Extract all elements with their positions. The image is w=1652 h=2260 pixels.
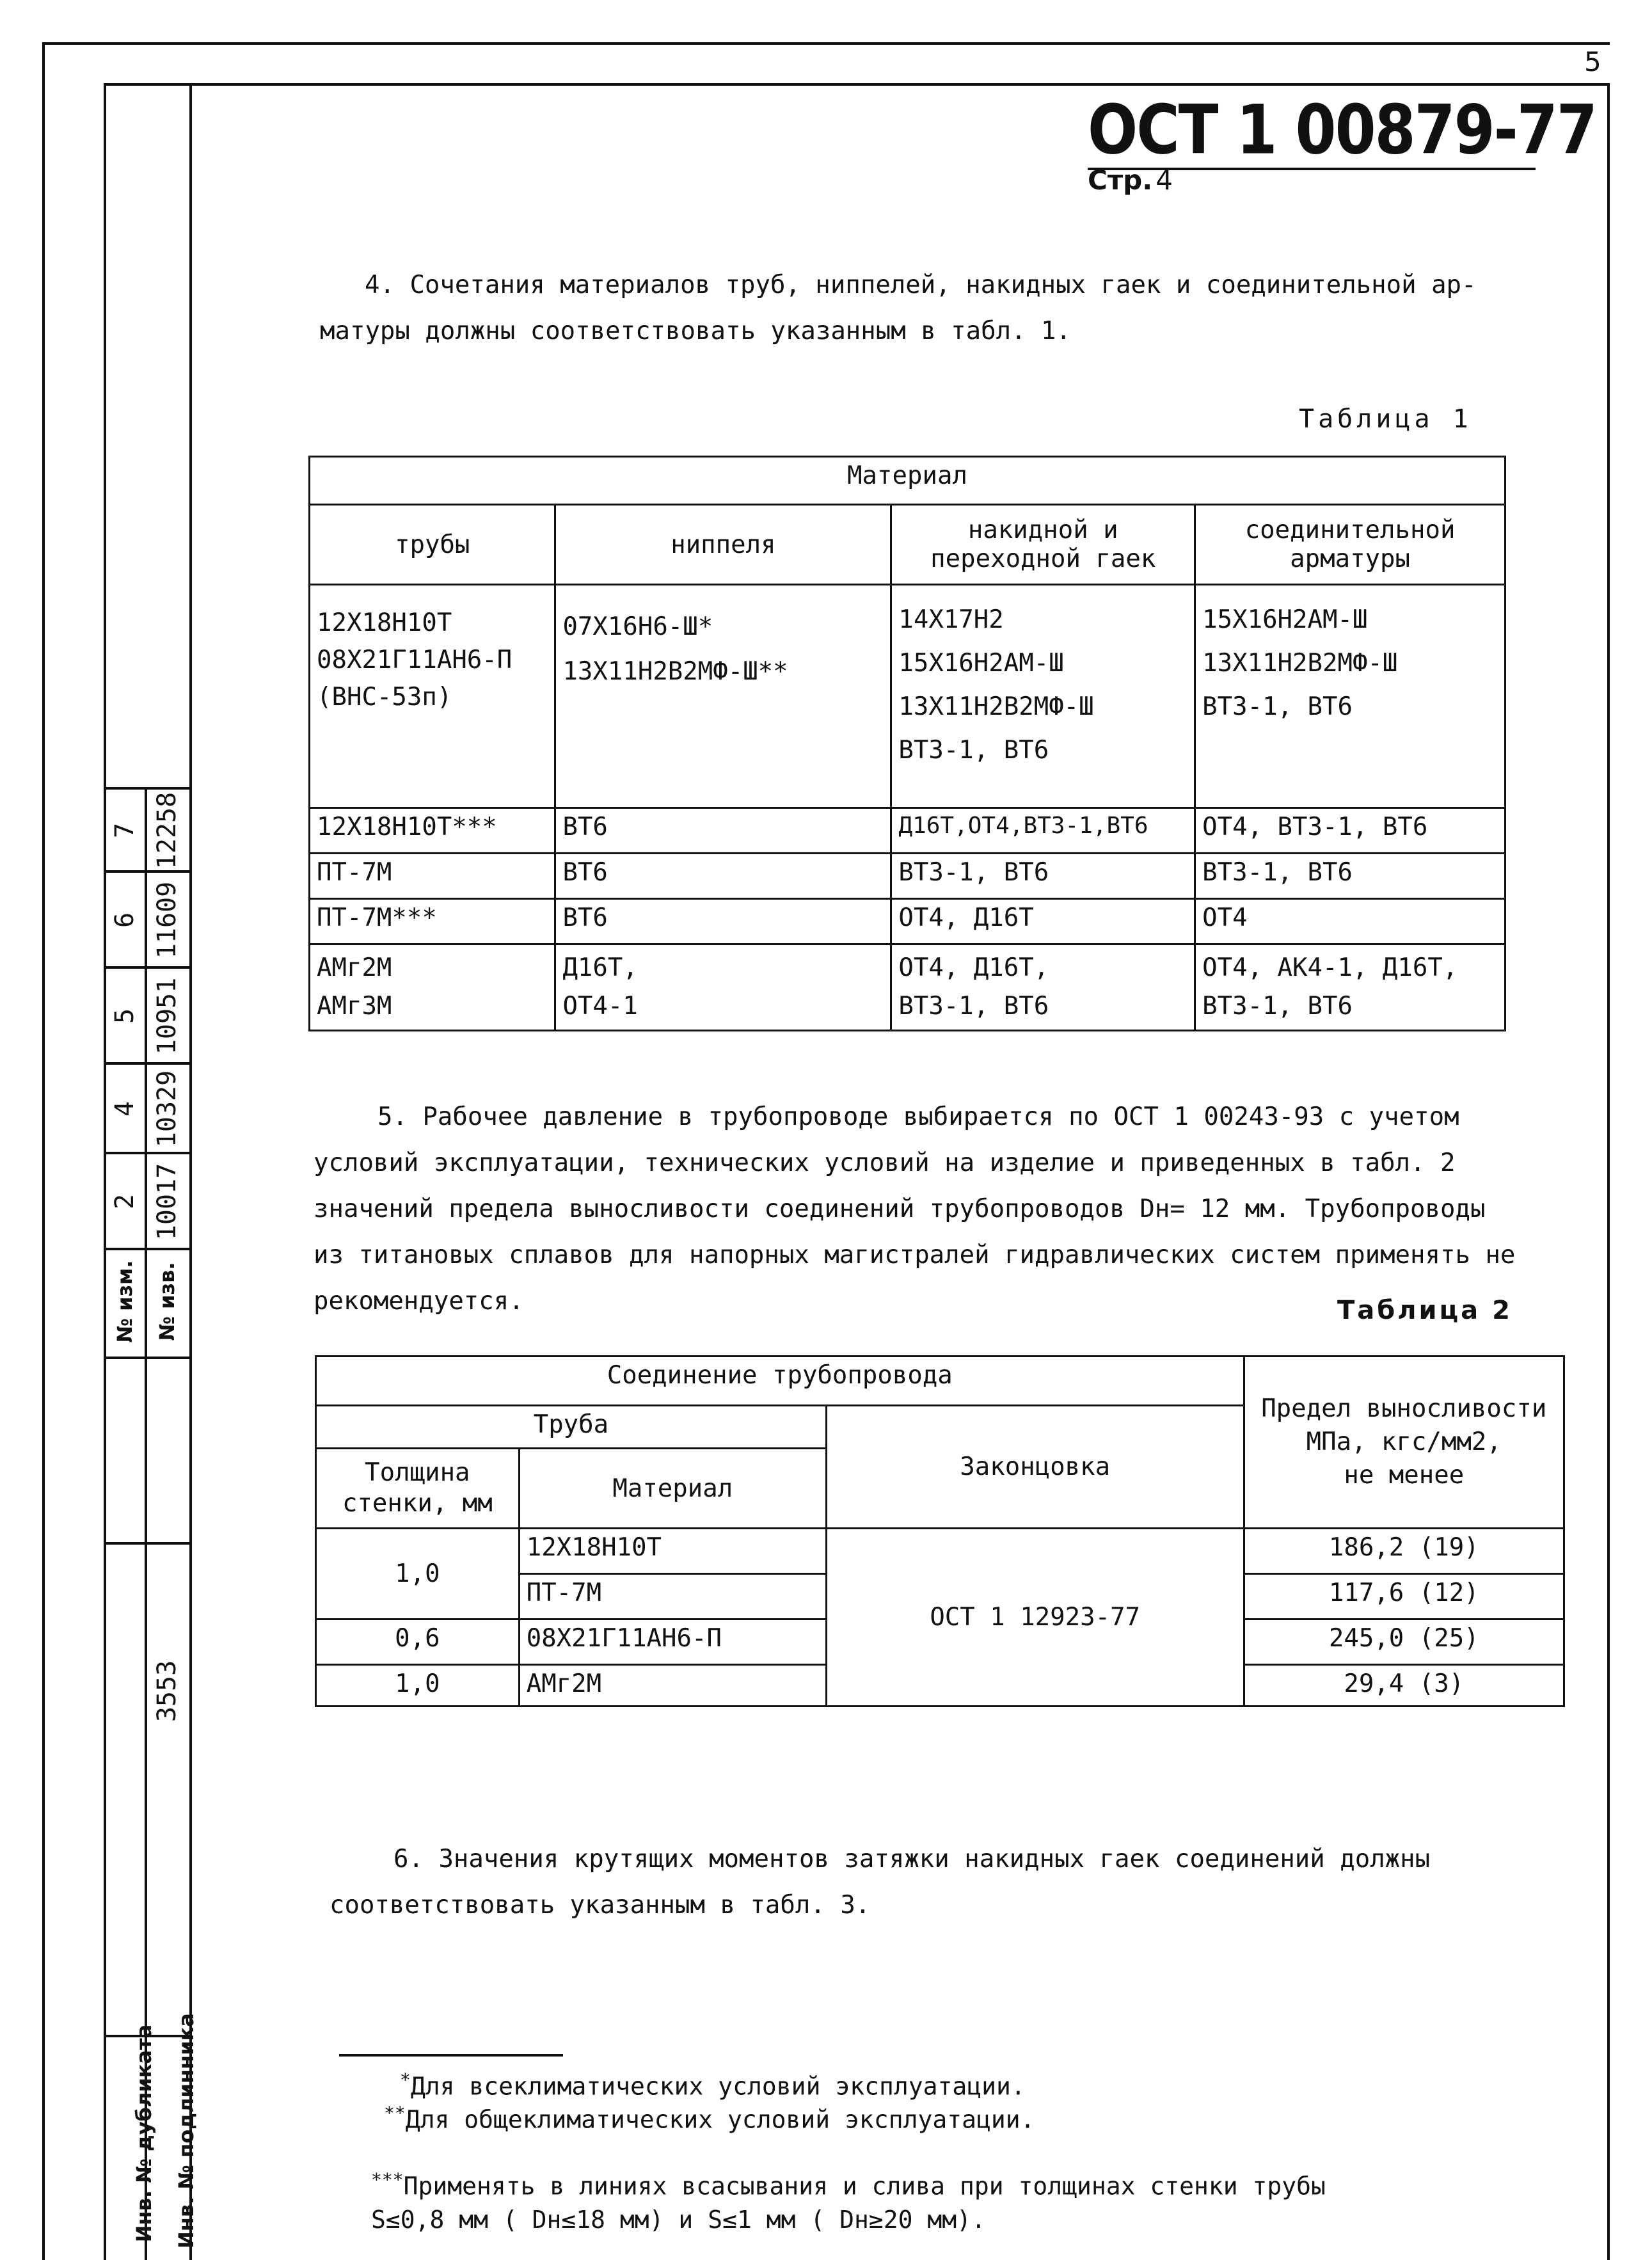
doc-code: ОСТ 1 00879-77	[1088, 90, 1596, 170]
table-cell: 0,6	[316, 1619, 520, 1665]
table-cell: Д16Т,ОТ4,ВТ3-1,ВТ6	[891, 808, 1195, 854]
inner-top-border	[104, 83, 1610, 86]
table-row	[310, 854, 1505, 899]
izv-number-10329: 10329	[152, 1070, 182, 1148]
table-cell: ВТ6	[555, 854, 891, 899]
table1-group-header: Материал	[310, 457, 1505, 505]
paragraph-4: 4. Сочетания материалов труб, ниппелей, накидных гаек и соединительной ар- матуры должны соответствовать указанным в табл. 1.	[320, 271, 1477, 346]
table-cell: 1,0	[316, 1665, 520, 1707]
frame-right-border	[1607, 83, 1610, 2260]
table-cell: ПТ-7М	[310, 854, 555, 899]
page-label: Стр.	[1088, 164, 1153, 196]
footnote-text: Применять в линиях всасывания и слива при толщинах стенки трубы S≤0,8 мм ( Dн≤18 мм) и S≤1 мм ( Dн≥20 мм).	[371, 2172, 1326, 2234]
table-cell: АМг2М АМг3М	[310, 944, 555, 1031]
table2-header-material: Материал	[519, 1449, 826, 1529]
table2-header-end: Законцовка	[826, 1406, 1244, 1529]
table1-header-cell: соединительной арматуры	[1195, 505, 1505, 585]
table-cell: 1,0	[316, 1529, 520, 1619]
table-cell: ОТ4, Д16Т	[891, 899, 1195, 944]
izm-number-5: 5	[110, 1008, 139, 1024]
footnote-mark: **	[384, 2103, 406, 2124]
inv-podlinnika-label: Инв. № подлинника	[174, 2013, 198, 2248]
frame-left-border	[42, 42, 45, 2260]
izv-number-12258: 12258	[152, 792, 182, 870]
footnote-text: Для всеклиматических условий эксплуатации.	[410, 2072, 1026, 2101]
table-cell: ОТ4, ВТ3-1, ВТ6	[1195, 808, 1505, 854]
table-cell: 245,0 (25)	[1244, 1619, 1564, 1665]
inv-dublikata-label: Инв. № дубликата	[132, 2024, 156, 2243]
table-cell: 12Х18Н10Т***	[310, 808, 555, 854]
table-cell: ОТ4, Д16Т, ВТ3-1, ВТ6	[891, 944, 1195, 1031]
table2-header-connection: Соединение трубопровода	[316, 1357, 1244, 1406]
footnote-mark: ***	[371, 2169, 404, 2190]
frame-top-border	[42, 42, 1610, 45]
page-number: 5	[1584, 46, 1601, 77]
table-cell: 29,4 (3)	[1244, 1665, 1564, 1707]
izm-number-7: 7	[110, 822, 139, 839]
table2-end-value: ОСТ 1 12923-77	[826, 1529, 1244, 1707]
header-underline	[1088, 168, 1536, 170]
table1-caption: Таблица 1	[1299, 404, 1472, 434]
table-cell: 15Х16Н2АМ-Ш 13Х11Н2В2МФ-Ш ВТ3-1, ВТ6	[1195, 585, 1505, 808]
footnote-text: Для общеклиматических условий эксплуатации.	[405, 2105, 1035, 2134]
table-cell: ОТ4	[1195, 899, 1505, 944]
table-cell: 07Х16Н6-Ш* 13Х11Н2В2МФ-Ш**	[555, 585, 891, 808]
izm-label: № изм.	[113, 1260, 137, 1343]
table2-caption: Таблица 2	[1337, 1296, 1513, 1325]
table-cell: Д16Т, ОТ4-1	[555, 944, 891, 1031]
table-2	[315, 1355, 1565, 1707]
table-row	[310, 944, 1505, 1031]
table-cell: 12Х18Н10Т 08Х21Г11АН6-П (ВНС-53п)	[310, 585, 555, 808]
izv-label: № изв.	[155, 1262, 179, 1341]
izm-number-2: 2	[110, 1193, 139, 1210]
table1-header-cell: трубы	[310, 505, 555, 585]
izv-number-10951: 10951	[152, 977, 182, 1055]
izv-number-10017: 10017	[152, 1163, 182, 1241]
izv-number-11609: 11609	[152, 881, 182, 959]
table-row	[310, 899, 1505, 944]
table-cell: ПТ-7М	[519, 1574, 826, 1619]
table2-header-limit: Предел выносливости МПа, кгс/мм2, не менее	[1244, 1357, 1564, 1529]
table-cell: ВТ6	[555, 899, 891, 944]
table-cell: ВТ3-1, ВТ6	[1195, 854, 1505, 899]
table-row	[316, 1529, 1564, 1574]
table-cell: 12Х18Н10Т	[519, 1529, 826, 1574]
paragraph-5: 5. Рабочее давление в трубопроводе выбирается по ОСТ 1 00243-93 с учетом условий эксплуатации, технических условий на изделие и приведенных в табл. 2 значений предела выносливости соединений трубопроводов Dн= 12 мм. Трубопроводы из титановых сплавов для напорных магистралей гидравлических систем применять не рекомендуется.	[314, 1102, 1516, 1316]
izm-number-6: 6	[110, 912, 139, 928]
table-row	[310, 585, 1505, 808]
table-row	[310, 808, 1505, 854]
paragraph-6: 6. Значения крутящих моментов затяжки накидных гаек соединений должны соответствовать указанным в табл. 3.	[330, 1845, 1431, 1920]
table-cell: АМг2М	[519, 1665, 826, 1707]
izm-number-4: 4	[110, 1101, 139, 1117]
footnote-mark: *	[400, 2069, 411, 2090]
table-cell: ВТ3-1, ВТ6	[891, 854, 1195, 899]
table-cell: 14Х17Н2 15Х16Н2АМ-Ш 13Х11Н2В2МФ-Ш ВТ3-1, ВТ6	[891, 585, 1195, 808]
table-cell: ОТ4, АК4-1, Д16Т, ВТ3-1, ВТ6	[1195, 944, 1505, 1031]
table-cell: ПТ-7М***	[310, 899, 555, 944]
footnote-rule	[339, 2054, 563, 2057]
table-1	[308, 456, 1506, 1031]
footnote-3	[371, 2130, 1472, 2236]
table-cell: 08Х21Г11АН6-П	[519, 1619, 826, 1665]
table2-header-pipe: Труба	[316, 1406, 827, 1449]
table-cell: 117,6 (12)	[1244, 1574, 1564, 1619]
table2-header-thickness: Толщина стенки, мм	[316, 1449, 520, 1529]
table-cell: 186,2 (19)	[1244, 1529, 1564, 1574]
table-cell: ВТ6	[555, 808, 891, 854]
table1-header-cell: накидной и переходной гаек	[891, 505, 1195, 585]
table1-header-cell: ниппеля	[555, 505, 891, 585]
doc-header	[1088, 90, 1652, 196]
page-value: 4	[1156, 164, 1173, 196]
inv-number: 3553	[152, 1660, 182, 1723]
